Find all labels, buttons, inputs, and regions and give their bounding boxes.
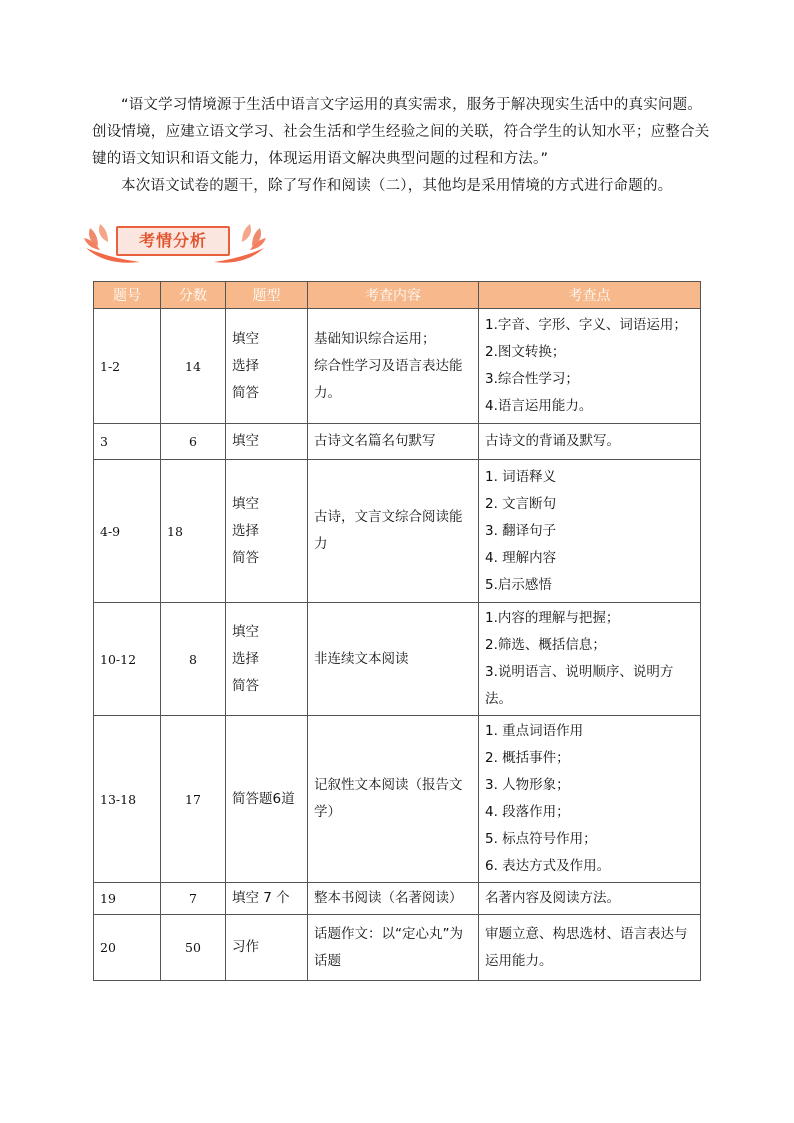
cell-type: 简答题6道	[226, 716, 308, 883]
cell-score: 7	[161, 883, 226, 915]
cell-points: 名著内容及阅读方法。	[479, 883, 701, 915]
header-content: 考查内容	[308, 282, 479, 309]
intro-quote: “语文学习情境源于生活中语言文字运用的真实需求，服务于解决现实生活中的真实问题。创设情境，应建立语文学习、社会生活和学生经验之间的关联，符合学生的认知水平；应整合关键的语文知识和语文能力，体现运用语文解决典型问题的过程和方法。”	[92, 97, 710, 167]
cell-question-number: 1-2	[94, 309, 161, 424]
cell-score: 14	[161, 309, 226, 424]
intro-text	[92, 92, 712, 200]
header-points: 考查点	[479, 282, 701, 309]
cell-type: 习作	[226, 915, 308, 981]
cell-content: 记叙性文本阅读（报告文学）	[308, 716, 479, 883]
cell-question-number: 13-18	[94, 716, 161, 883]
cell-type: 填空 选择 简答	[226, 309, 308, 424]
cell-question-number: 4-9	[94, 460, 161, 603]
section-title: 考情分析	[116, 226, 230, 256]
table-row	[94, 883, 701, 915]
cell-question-number: 10-12	[94, 603, 161, 716]
cell-score: 17	[161, 716, 226, 883]
cell-points: 1. 重点词语作用 2. 概括事件； 3. 人物形象； 4. 段落作用； 5. 标点符号作用； 6. 表达方式及作用。	[479, 716, 701, 883]
table-row	[94, 309, 701, 424]
cell-question-number: 20	[94, 915, 161, 981]
exam-analysis-table	[93, 281, 701, 981]
intro-note: 本次语文试卷的题干，除了写作和阅读（二），其他均是采用情境的方式进行命题的。	[121, 178, 673, 194]
cell-question-number: 19	[94, 883, 161, 915]
cell-content: 话题作文：以“定心丸”为话题	[308, 915, 479, 981]
table-row	[94, 915, 701, 981]
cell-question-number: 3	[94, 424, 161, 460]
cell-points: 1. 词语释义 2. 文言断句 3. 翻译句子 4. 理解内容 5.启示感悟	[479, 460, 701, 603]
header-question-type: 题型	[226, 282, 308, 309]
header-question-number: 题号	[94, 282, 161, 309]
header-score: 分数	[161, 282, 226, 309]
cell-type: 填空 选择 简答	[226, 460, 308, 603]
table-header-row	[94, 282, 701, 309]
cell-type: 填空 7 个	[226, 883, 308, 915]
cell-score: 50	[161, 915, 226, 981]
cell-type: 填空	[226, 424, 308, 460]
cell-content: 基础知识综合运用； 综合性学习及语言表达能力。	[308, 309, 479, 424]
cell-content: 整本书阅读（名著阅读）	[308, 883, 479, 915]
cell-points: 1.字音、字形、字义、词语运用； 2.图文转换； 3.综合性学习； 4.语言运用能力。	[479, 309, 701, 424]
table-row	[94, 424, 701, 460]
cell-score: 6	[161, 424, 226, 460]
section-banner	[82, 222, 268, 266]
cell-type: 填空 选择 简答	[226, 603, 308, 716]
table-row	[94, 460, 701, 603]
cell-score: 8	[161, 603, 226, 716]
table-row	[94, 603, 701, 716]
cell-points: 古诗文的背诵及默写。	[479, 424, 701, 460]
cell-points: 审题立意、构思选材、语言表达与运用能力。	[479, 915, 701, 981]
table-row	[94, 716, 701, 883]
cell-score: 18	[161, 460, 226, 603]
cell-points: 1.内容的理解与把握； 2.筛选、概括信息； 3.说明语言、说明顺序、说明方法。	[479, 603, 701, 716]
cell-content: 古诗，文言文综合阅读能力	[308, 460, 479, 603]
cell-content: 古诗文名篇名句默写	[308, 424, 479, 460]
cell-content: 非连续文本阅读	[308, 603, 479, 716]
